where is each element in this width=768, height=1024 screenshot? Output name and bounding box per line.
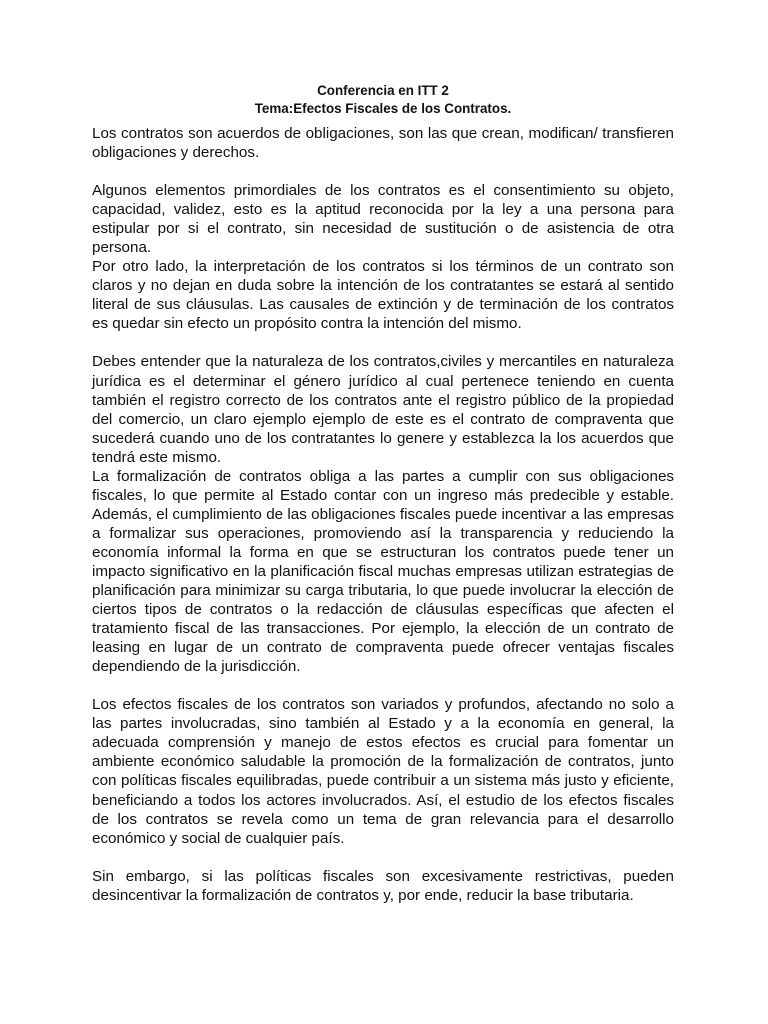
document-body	[92, 124, 674, 924]
document-header	[92, 82, 674, 118]
paragraph-6: Los efectos fiscales de los contratos son variados y profundos, afectando no solo a las partes involucradas, sino también al Estado y a la economía en general, la adecuada comprensión y manejo de estos efectos es crucial para fomentar un ambiente económico saludable la promoción de la formalización de contratos, junto con políticas fiscales equilibradas, puede contribuir a un sistema más justo y eficiente, beneficiando a todos los actores involucrados. Así, el estudio de los efectos fiscales de los contratos se revela como un tema de gran relevancia para el desarrollo económico y social de cualquier país.	[92, 696, 674, 847]
paragraph-2: Algunos elementos primordiales de los contratos es el consentimiento su objeto, capacidad, validez, esto es la aptitud reconocida por la ley a una persona para estipular por si el contrato, sin necesidad de sustitución o de asistencia de otra persona.	[92, 182, 674, 257]
document-title: Conferencia en ITT 2	[317, 83, 449, 98]
paragraph-1: Los contratos son acuerdos de obligaciones, son las que crean, modifican/ transfieren obligaciones y derechos.	[92, 125, 674, 162]
paragraph-5: La formalización de contratos obliga a las partes a cumplir con sus obligaciones fiscales, lo que permite al Estado contar con un ingreso más predecible y estable. Además, el cumplimiento de las obligaciones fiscales puede incentivar a las empresas a formalizar sus operaciones, promoviendo así la transparencia y reduciendo la economía informal la forma en que se estructuran los contratos puede tener un impacto significativo en la planificación fiscal muchas empresas utilizan estrategias de planificación para minimizar su carga tributaria, lo que puede involucrar la elección de ciertos tipos de contratos o la redacción de cláusulas específicas que afecten el tratamiento fiscal de las transacciones. Por ejemplo, la elección de un contrato de leasing en lugar de un contrato de compraventa puede ofrecer ventajas fiscales dependiendo de la jurisdicción.	[92, 467, 674, 676]
paragraph-3: Por otro lado, la interpretación de los contratos si los términos de un contrato son claros y no dejan en duda sobre la intención de los contratantes se estará al sentido literal de sus cláusulas. Las causales de extinción y de terminación de los contratos es quedar sin efecto un propósito contra la intención del mismo.	[92, 258, 674, 333]
paragraph-4: Debes entender que la naturaleza de los contratos,civiles y mercantiles en naturaleza jurídica es el determinar el género jurídico al cual pertenece teniendo en cuenta también el registro correcto de los contratos ante el registro público de la propiedad del comercio, un claro ejemplo ejemplo de este es el contrato de compraventa que sucederá cuando uno de los contratantes lo genere y establezca la los acuerdos que tendrá este mismo.	[92, 353, 674, 466]
paragraph-7: Sin embargo, si las políticas fiscales son excesivamente restrictivas, pueden desincentivar la formalización de contratos y, por ende, reducir la base tributaria.	[92, 867, 674, 904]
document-subtitle: Tema:Efectos Fiscales de los Contratos.	[254, 101, 512, 116]
